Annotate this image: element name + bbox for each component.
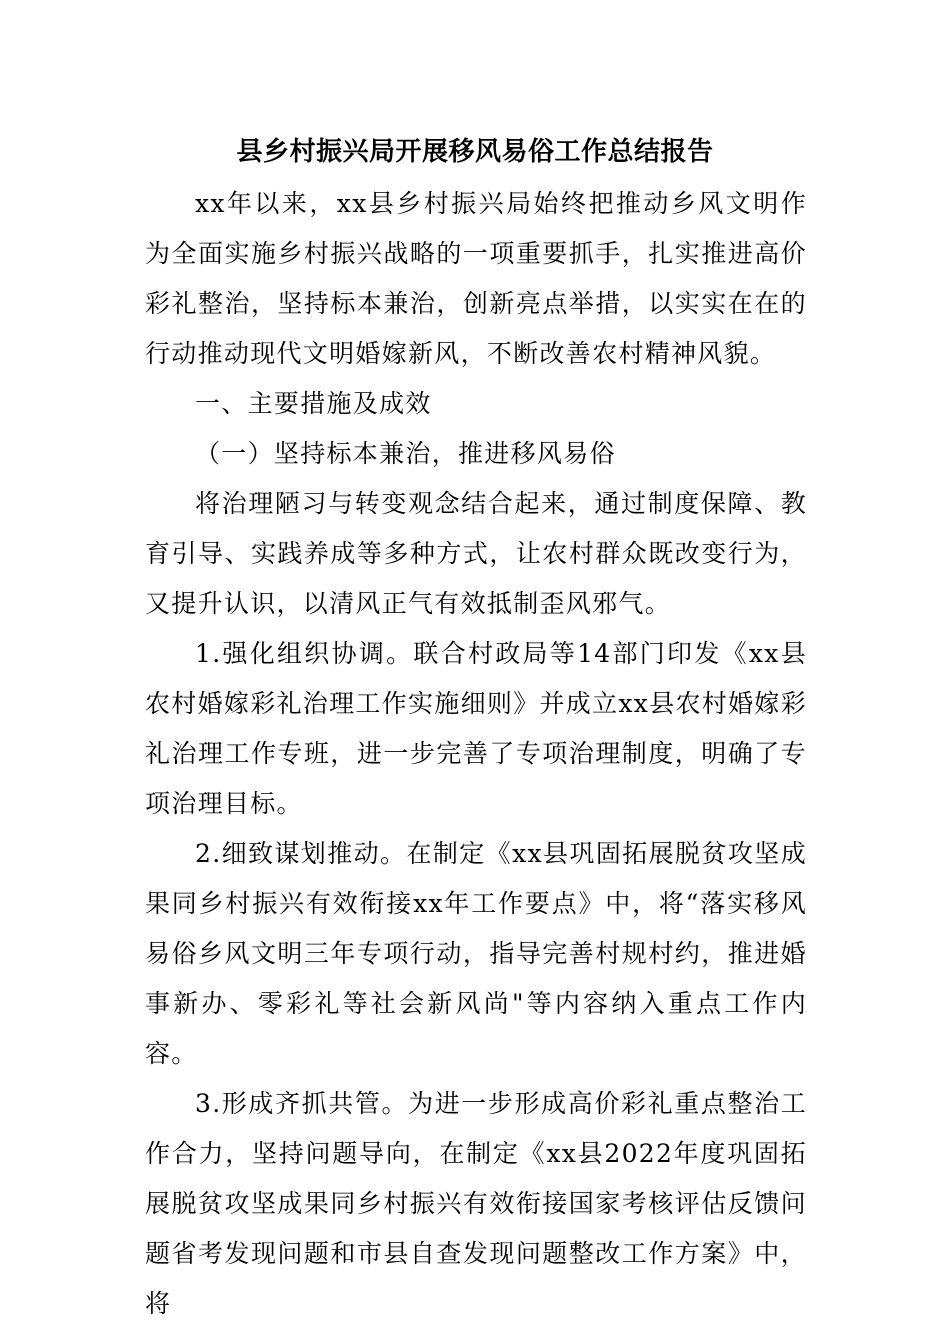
paragraph-approach: 将治理陋习与转变观念结合起来，通过制度保障、教育引导、实践养成等多种方式，让农村群众既改变行为，又提升认识，以清风正气有效抵制歪风邪气。 xyxy=(145,489,807,618)
document-body xyxy=(145,179,807,1329)
paragraph-intro: xx年以来，xx县乡村振兴局始终把推动乡风文明作为全面实施乡村振兴战略的一项重要抓手，扎实推进高价彩礼整治，坚持标本兼治，创新亮点举措，以实实在在的行动推动现代文明婚嫁新风，不断改善农村精神风貌。 xyxy=(145,189,807,368)
section-heading-main-measures: 一、主要措施及成效 xyxy=(195,389,432,418)
paragraph-item-3: 3.形成齐抓共管。为进一步形成高价彩礼重点整治工作合力，坚持问题导向，在制定《xx县2022年度巩固拓展脱贫攻坚成果同乡村振兴有效衔接国家考核评估反馈问题省考发现问题和市县自查发现问题整改工作方案》中，将 xyxy=(145,1089,807,1318)
document-title: 县乡村振兴局开展移风易俗工作总结报告 xyxy=(236,137,714,167)
paragraph-item-2: 2.细致谋划推动。在制定《xx县巩固拓展脱贫攻坚成果同乡村振兴有效衔接xx年工作要点》中，将“落实移风易俗乡风文明三年专项行动，指导完善村规村约，推进婚事新办、零彩礼等社会新风尚"等内容纳入重点工作内容。 xyxy=(145,839,807,1068)
subsection-heading-1: （一）坚持标本兼治，推进移风易俗 xyxy=(195,439,616,468)
paragraph-item-1: 1.强化组织协调。联合村政局等14部门印发《xx县农村婚嫁彩礼治理工作实施细则》并成立xx县农村婚嫁彩礼治理工作专班，进一步完善了专项治理制度，明确了专项治理目标。 xyxy=(145,639,808,818)
